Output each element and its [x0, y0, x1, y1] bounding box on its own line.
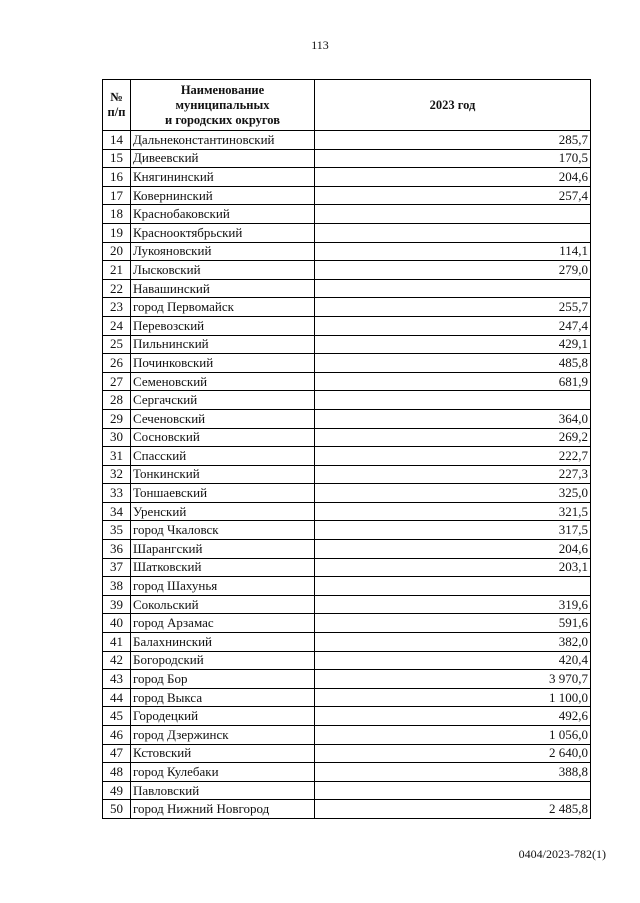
table-row: [103, 502, 591, 521]
row-name: город Первомайск: [131, 298, 315, 317]
row-number: 38: [103, 577, 131, 596]
row-number: 18: [103, 205, 131, 224]
table-row: [103, 298, 591, 317]
row-number: 50: [103, 800, 131, 819]
row-value: 204,6: [315, 168, 591, 187]
row-number: 31: [103, 447, 131, 466]
row-value: 203,1: [315, 558, 591, 577]
row-number: 33: [103, 484, 131, 503]
table-row: [103, 484, 591, 503]
row-name: Павловский: [131, 781, 315, 800]
row-value: 429,1: [315, 335, 591, 354]
table-row: [103, 428, 591, 447]
row-value: 255,7: [315, 298, 591, 317]
row-name: город Нижний Новгород: [131, 800, 315, 819]
table-row: [103, 168, 591, 187]
row-name: город Выкса: [131, 688, 315, 707]
row-name: Сеченовский: [131, 409, 315, 428]
table-row: [103, 223, 591, 242]
row-value: 591,6: [315, 614, 591, 633]
table-row: [103, 614, 591, 633]
table-row: [103, 744, 591, 763]
row-name: Балахнинский: [131, 633, 315, 652]
data-table: [102, 79, 591, 819]
row-value: 247,4: [315, 316, 591, 335]
row-number: 34: [103, 502, 131, 521]
table-row: [103, 781, 591, 800]
row-value: [315, 205, 591, 224]
row-number: 27: [103, 372, 131, 391]
row-value: [315, 279, 591, 298]
row-value: 279,0: [315, 261, 591, 280]
table-body: [103, 131, 591, 819]
row-value: 3 970,7: [315, 670, 591, 689]
header-name: Наименование муниципальных и городских округов: [131, 80, 315, 131]
table-row: [103, 279, 591, 298]
table-row: [103, 763, 591, 782]
document-code: 0404/2023-782(1): [518, 847, 606, 861]
row-name: Шарангский: [131, 540, 315, 559]
row-number: 26: [103, 354, 131, 373]
row-value: 114,1: [315, 242, 591, 261]
row-number: 24: [103, 316, 131, 335]
row-name: Городецкий: [131, 707, 315, 726]
row-number: 42: [103, 651, 131, 670]
table-row: [103, 354, 591, 373]
row-value: 227,3: [315, 465, 591, 484]
row-name: Перевозский: [131, 316, 315, 335]
row-value: 269,2: [315, 428, 591, 447]
row-value: 485,8: [315, 354, 591, 373]
row-value: 681,9: [315, 372, 591, 391]
row-value: 321,5: [315, 502, 591, 521]
row-name: Тоншаевский: [131, 484, 315, 503]
row-name: город Арзамас: [131, 614, 315, 633]
row-value: 382,0: [315, 633, 591, 652]
row-number: 44: [103, 688, 131, 707]
row-number: 43: [103, 670, 131, 689]
table-row: [103, 800, 591, 819]
row-value: 1 056,0: [315, 726, 591, 745]
table-row: [103, 205, 591, 224]
table-row: [103, 391, 591, 410]
row-number: 37: [103, 558, 131, 577]
row-name: Сокольский: [131, 595, 315, 614]
row-number: 29: [103, 409, 131, 428]
row-name: Тонкинский: [131, 465, 315, 484]
row-value: [315, 223, 591, 242]
row-name: город Чкаловск: [131, 521, 315, 540]
row-number: 45: [103, 707, 131, 726]
table-row: [103, 372, 591, 391]
table-row: [103, 316, 591, 335]
row-name: Краснобаковский: [131, 205, 315, 224]
table-row: [103, 465, 591, 484]
row-number: 48: [103, 763, 131, 782]
row-number: 30: [103, 428, 131, 447]
row-number: 14: [103, 131, 131, 150]
table-row: [103, 688, 591, 707]
row-value: [315, 781, 591, 800]
row-number: 36: [103, 540, 131, 559]
row-name: город Шахунья: [131, 577, 315, 596]
row-number: 28: [103, 391, 131, 410]
row-number: 39: [103, 595, 131, 614]
row-value: 2 485,8: [315, 800, 591, 819]
row-name: Лысковский: [131, 261, 315, 280]
row-value: 420,4: [315, 651, 591, 670]
table-row: [103, 670, 591, 689]
header-year: 2023 год: [315, 80, 591, 131]
row-value: 1 100,0: [315, 688, 591, 707]
table-row: [103, 577, 591, 596]
table-row: [103, 707, 591, 726]
table-row: [103, 558, 591, 577]
row-name: город Бор: [131, 670, 315, 689]
row-value: 285,7: [315, 131, 591, 150]
row-value: 204,6: [315, 540, 591, 559]
table-row: [103, 651, 591, 670]
row-value: 2 640,0: [315, 744, 591, 763]
row-number: 21: [103, 261, 131, 280]
row-value: 222,7: [315, 447, 591, 466]
row-name: Сосновский: [131, 428, 315, 447]
table-row: [103, 409, 591, 428]
table-row: [103, 242, 591, 261]
row-number: 25: [103, 335, 131, 354]
row-name: город Дзержинск: [131, 726, 315, 745]
table-row: [103, 540, 591, 559]
row-name: Пильнинский: [131, 335, 315, 354]
row-name: Навашинский: [131, 279, 315, 298]
row-value: 325,0: [315, 484, 591, 503]
row-value: 170,5: [315, 149, 591, 168]
row-number: 15: [103, 149, 131, 168]
table-row: [103, 521, 591, 540]
row-number: 20: [103, 242, 131, 261]
row-value: [315, 577, 591, 596]
page-number: 113: [311, 38, 329, 52]
row-name: Ковернинский: [131, 186, 315, 205]
row-number: 40: [103, 614, 131, 633]
row-name: Сергачский: [131, 391, 315, 410]
row-name: Дальнеконстантиновский: [131, 131, 315, 150]
row-name: Шатковский: [131, 558, 315, 577]
header-number: № п/п: [103, 80, 131, 131]
row-value: 319,6: [315, 595, 591, 614]
row-number: 41: [103, 633, 131, 652]
row-value: [315, 391, 591, 410]
row-name: Уренский: [131, 502, 315, 521]
table-row: [103, 447, 591, 466]
row-name: Богородский: [131, 651, 315, 670]
row-number: 16: [103, 168, 131, 187]
row-value: 317,5: [315, 521, 591, 540]
table-row: [103, 335, 591, 354]
row-number: 23: [103, 298, 131, 317]
row-name: Краснооктябрьский: [131, 223, 315, 242]
row-number: 46: [103, 726, 131, 745]
row-number: 32: [103, 465, 131, 484]
row-value: 388,8: [315, 763, 591, 782]
row-number: 49: [103, 781, 131, 800]
row-name: Лукояновский: [131, 242, 315, 261]
row-name: Починковский: [131, 354, 315, 373]
table-row: [103, 261, 591, 280]
table-row: [103, 595, 591, 614]
row-number: 47: [103, 744, 131, 763]
row-value: 492,6: [315, 707, 591, 726]
table-row: [103, 131, 591, 150]
row-name: Кстовский: [131, 744, 315, 763]
row-number: 22: [103, 279, 131, 298]
row-name: Спасский: [131, 447, 315, 466]
table-header-row: [103, 80, 591, 131]
row-name: Дивеевский: [131, 149, 315, 168]
table-row: [103, 726, 591, 745]
table-row: [103, 149, 591, 168]
row-name: Семеновский: [131, 372, 315, 391]
row-name: город Кулебаки: [131, 763, 315, 782]
row-value: 257,4: [315, 186, 591, 205]
row-name: Княгининский: [131, 168, 315, 187]
table-row: [103, 186, 591, 205]
row-number: 35: [103, 521, 131, 540]
row-number: 19: [103, 223, 131, 242]
row-value: 364,0: [315, 409, 591, 428]
row-number: 17: [103, 186, 131, 205]
table-row: [103, 633, 591, 652]
